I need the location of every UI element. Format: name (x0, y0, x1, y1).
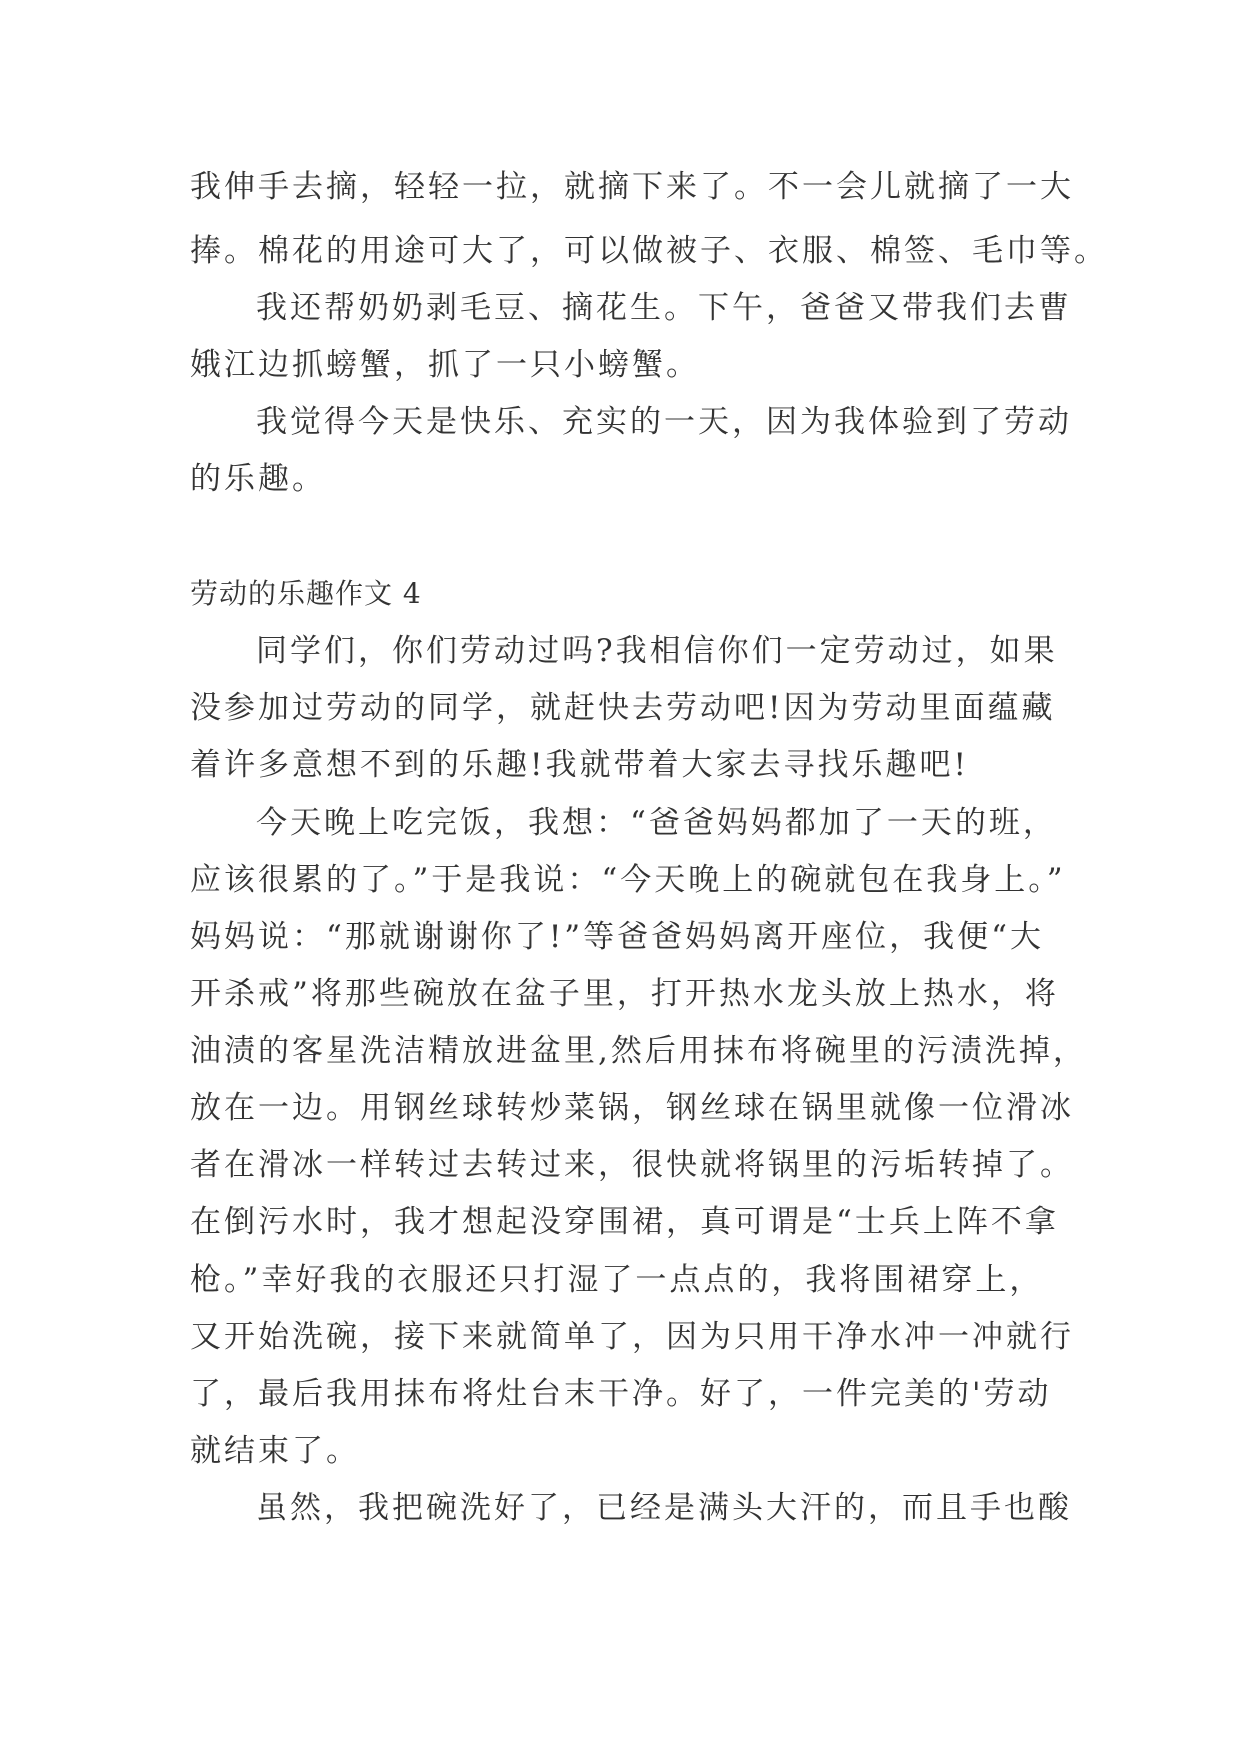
text-line: 就结束了。 (190, 1433, 360, 1469)
text-line: 着许多意想不到的乐趣!我就带着大家去寻找乐趣吧! (190, 747, 969, 783)
text-line: 又开始洗碗，接下来就简单了，因为只用干净水冲一冲就行 (190, 1319, 1074, 1355)
paragraph-first-line: 我觉得今天是快乐、充实的一天，因为我体验到了劳动 (256, 404, 1072, 440)
text-line: 油渍的客星洗洁精放进盆里,然后用抹布将碗里的污渍洗掉， (190, 1033, 1087, 1069)
text-line: 我伸手去摘，轻轻一拉，就摘下来了。不一会儿就摘了一大 (190, 169, 1074, 205)
text-line: 在倒污水时，我才想起没穿围裙，真可谓是“士兵上阵不拿 (190, 1204, 1059, 1240)
text-line: 没参加过劳动的同学，就赶快去劳动吧!因为劳动里面蕴藏 (190, 690, 1056, 726)
text-line: 枪。”幸好我的衣服还只打湿了一点点的，我将围裙穿上， (190, 1262, 1044, 1298)
text-line: 开杀戒”将那些碗放在盆子里，打开热水龙头放上热水，将 (190, 976, 1059, 1012)
paragraph-first-line: 我还帮奶奶剥毛豆、摘花生。下午，爸爸又带我们去曹 (256, 290, 1072, 326)
paragraph-first-line: 虽然，我把碗洗好了，已经是满头大汗的，而且手也酸 (256, 1490, 1072, 1526)
text-line: 的乐趣。 (190, 461, 326, 497)
text-line: 应该很累的了。”于是我说：“今天晚上的碗就包在我身上。” (190, 862, 1066, 898)
paragraph-first-line: 同学们，你们劳动过吗?我相信你们一定劳动过，如果 (256, 633, 1058, 669)
text-line: 了，最后我用抹布将灶台末干净。好了，一件完美的'劳动 (190, 1376, 1052, 1412)
text-line: 娥江边抓螃蟹，抓了一只小螃蟹。 (190, 347, 700, 383)
paragraph-first-line: 今天晚上吃完饭，我想：“爸爸妈妈都加了一天的班， (256, 805, 1057, 841)
text-line: 放在一边。用钢丝球转炒菜锅，钢丝球在锅里就像一位滑冰 (190, 1090, 1074, 1126)
text-line: 捧。棉花的用途可大了，可以做被子、衣服、棉签、毛巾等。 (190, 233, 1108, 269)
section-heading: 劳动的乐趣作文 4 (190, 577, 422, 610)
text-line: 者在滑冰一样转过去转过来，很快就将锅里的污垢转掉了。 (190, 1147, 1074, 1183)
text-line: 妈妈说：“那就谢谢你了!”等爸爸妈妈离开座位，我便“大 (190, 919, 1044, 955)
